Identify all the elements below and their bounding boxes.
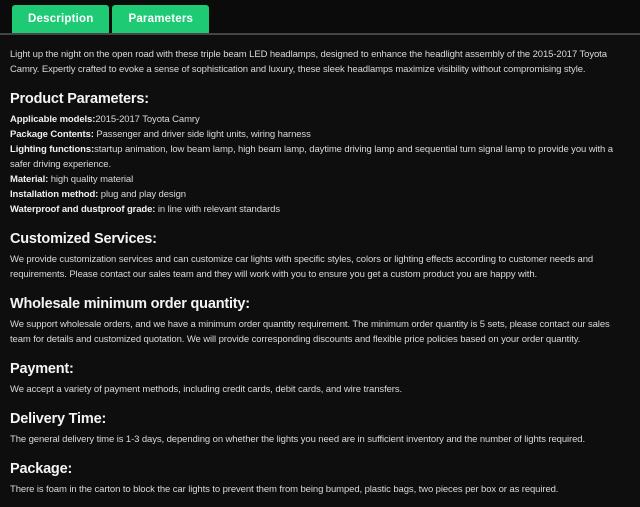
param-label: Lighting functions: [10, 144, 95, 155]
customized-services-text: We provide customization services and can customize car lights with specific styles, colors or lighting effects according to customer needs and requirements. Please contact our sales team and they will work with you to ensure you get a custom product you are happy with. [10, 254, 594, 280]
param-value: Passenger and driver side light units, wiring harness [93, 129, 311, 140]
param-material [10, 172, 630, 187]
param-installation-method [10, 187, 630, 202]
param-value: startup animation, low beam lamp, high beam lamp, daytime driving lamp and sequential turn signal lamp to provide you with a safer driving experience. [10, 144, 613, 170]
section-heading-wholesale-moq: Wholesale minimum order quantity: [10, 296, 250, 312]
param-lighting-functions [10, 142, 630, 172]
param-label: Applicable models: [10, 114, 96, 125]
section-heading-payment: Payment: [10, 361, 74, 377]
param-waterproof-grade [10, 202, 630, 217]
section-heading-customized-services: Customized Services: [10, 231, 157, 247]
param-value: high quality material [48, 174, 134, 185]
param-label: Installation method: [10, 189, 99, 200]
tab-description[interactable]: Description [12, 5, 109, 33]
description-content [0, 35, 640, 507]
param-label: Material: [10, 174, 49, 185]
param-label: Waterproof and dustproof grade: [10, 204, 156, 215]
section-heading-product-parameters: Product Parameters: [10, 91, 149, 107]
param-value: plug and play design [98, 189, 186, 200]
section-heading-delivery-time: Delivery Time: [10, 411, 107, 427]
param-value: 2015-2017 Toyota Camry [95, 114, 200, 125]
param-value: in line with relevant standards [155, 204, 280, 215]
tab-bar [0, 0, 640, 35]
delivery-time-text: The general delivery time is 1-3 days, depending on whether the lights you need are in sufficient inventory and the number of lights required. [10, 434, 585, 445]
param-applicable-models [10, 112, 630, 127]
payment-text: We accept a variety of payment methods, including credit cards, debit cards, and wire transfers. [10, 384, 403, 395]
product-parameters-list [10, 112, 630, 217]
param-package-contents [10, 127, 630, 142]
package-text: There is foam in the carton to block the car lights to prevent them from being bumped, plastic bags, two pieces per box or as required. [10, 484, 559, 495]
section-heading-package: Package: [10, 461, 73, 477]
param-label: Package Contents: [10, 129, 94, 140]
tab-parameters[interactable]: Parameters [112, 5, 209, 33]
wholesale-moq-text: We support wholesale orders, and we have a minimum order quantity requirement. The minimum order quantity is 5 sets, please contact our sales team for details and customized quotation. We will provide corresponding discounts and flexible price policies based on your order quantity. [10, 319, 610, 345]
intro-paragraph: Light up the night on the open road with these triple beam LED headlamps, designed to enhance the headlight assembly of the 2015-2017 Toyota Camry. Expertly crafted to evoke a sense of sophistication and luxury, these sleek headlamps maximize visibility without compromising style. [10, 49, 607, 75]
